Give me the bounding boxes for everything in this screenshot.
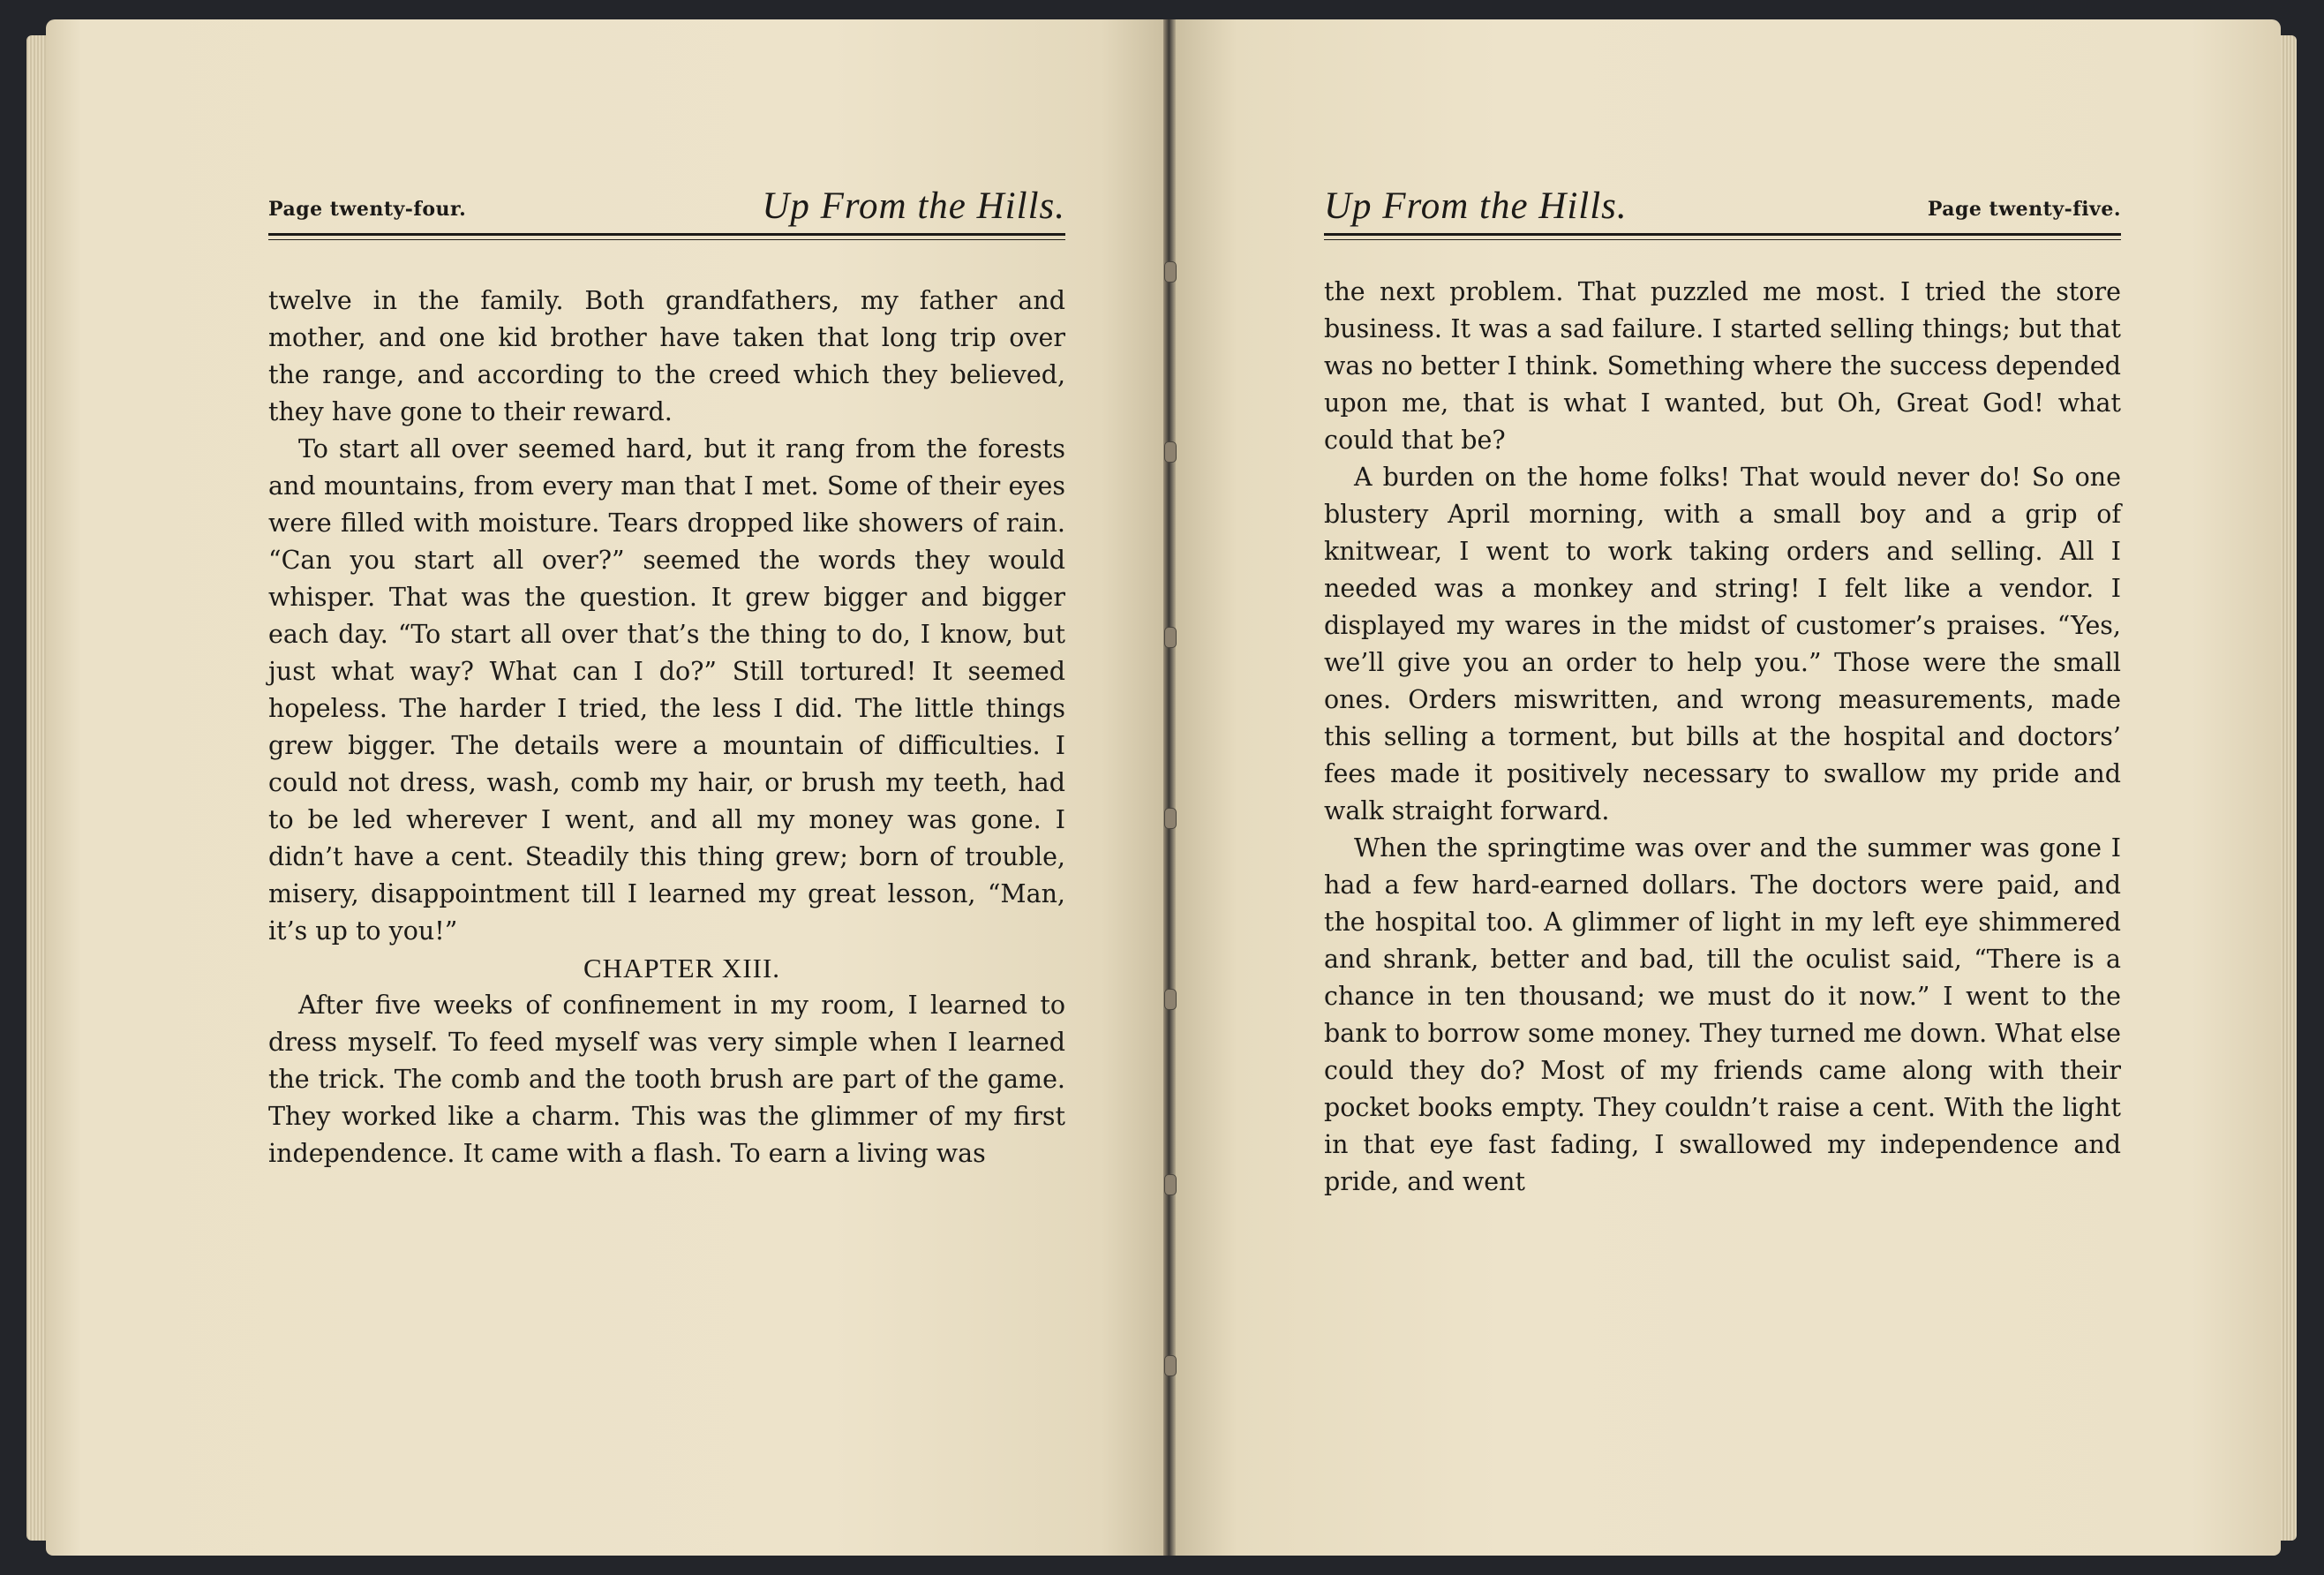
left-header-rule <box>268 233 1065 240</box>
binding-stitch <box>1164 441 1177 463</box>
left-page-body <box>268 283 1065 1172</box>
left-paragraph-2: To start all over seemed hard, but it rang from the forests and mountains, from every man that I met. Some of their eyes were filled with moisture. Tears dropped like showers of rain. “Can you start all over?” seemed the words they would whisper. That was the question. It grew bigger and bigger each day. “To start all over that’s the thing to do, I know, but just what way? What can I do?” Still tortured! It seemed hopeless. The harder I tried, the less I did. The little things grew bigger. The details were a mountain of difficulties. I could not dress, wash, comb my hair, or brush my teeth, had to be led wherever I went, and all my money was gone. I didn’t have a cent. Steadily this thing grew; born of trouble, misery, disappointment till I learned my great lesson, “Man, it’s up to you!” <box>268 434 1065 946</box>
right-page-header <box>1324 175 2121 228</box>
right-page <box>1170 19 2281 1556</box>
binding-stitch <box>1164 808 1177 829</box>
binding-stitch <box>1164 1174 1177 1195</box>
right-paragraph-1: the next problem. That puzzled me most. I tried the store business. It was a sad failure. I started selling things; but that was no better I think. Something where the success depended upon me, that is what I wanted, but Oh, Great God! what could that be? <box>1324 277 2121 455</box>
left-page-header <box>268 175 1065 228</box>
left-running-title: Up From the Hills. <box>762 185 1065 227</box>
binding-stitch <box>1164 261 1177 283</box>
binding-stitch <box>1164 1355 1177 1376</box>
left-page-number: Page twenty-four. <box>268 198 467 221</box>
binding-stitch <box>1164 989 1177 1010</box>
right-page-number: Page twenty-five. <box>1927 198 2121 221</box>
right-paragraph-3: When the springtime was over and the summer was gone I had a few hard-earned dollars. The doctors were paid, and the hospital too. A glimmer of light in my left eye shimmered and shrank, better and bad, till the oculist said, “There is a chance in ten thousand; we must do it now.” I went to the bank to borrow some money. They turned me down. What else could they do? Most of my friends came along with their pocket books empty. They couldn’t raise a cent. With the light in that eye fast fading, I swallowed my independence and pride, and went <box>1324 833 2121 1196</box>
left-page <box>46 19 1169 1556</box>
right-paragraph-2: A burden on the home folks! That would never do! So one blustery April morning, with a small boy and a grip of knitwear, I went to work taking orders and selling. All I needed was a monkey and string! I felt like a vendor. I displayed my wares in the midst of customer’s praises. “Yes, we’ll give you an order to help you.” Those were the small ones. Orders miswritten, and wrong measurements, made this selling a torment, but bills at the hospital and doctors’ fees made it positively necessary to swallow my pride and walk straight forward. <box>1324 463 2121 825</box>
left-paragraph-1: twelve in the family. Both grandfathers, my father and mother, and one kid brother have taken that long trip over the range, and according to the creed which they believed, they have gone to their reward. <box>268 286 1065 426</box>
chapter-heading: CHAPTER XIII. <box>583 953 781 983</box>
left-paragraph-3: After five weeks of confinement in my room, I learned to dress myself. To feed myself was very simple when I learned the trick. The comb and the tooth brush are part of the game. They worked like a charm. This was the glimmer of my first independence. It came with a flash. To earn a living was <box>268 991 1065 1168</box>
right-page-body <box>1324 274 2121 1201</box>
book-gutter <box>1163 19 1176 1556</box>
binding-stitch <box>1164 627 1177 648</box>
right-running-title: Up From the Hills. <box>1324 185 1628 227</box>
right-header-rule <box>1324 233 2121 240</box>
